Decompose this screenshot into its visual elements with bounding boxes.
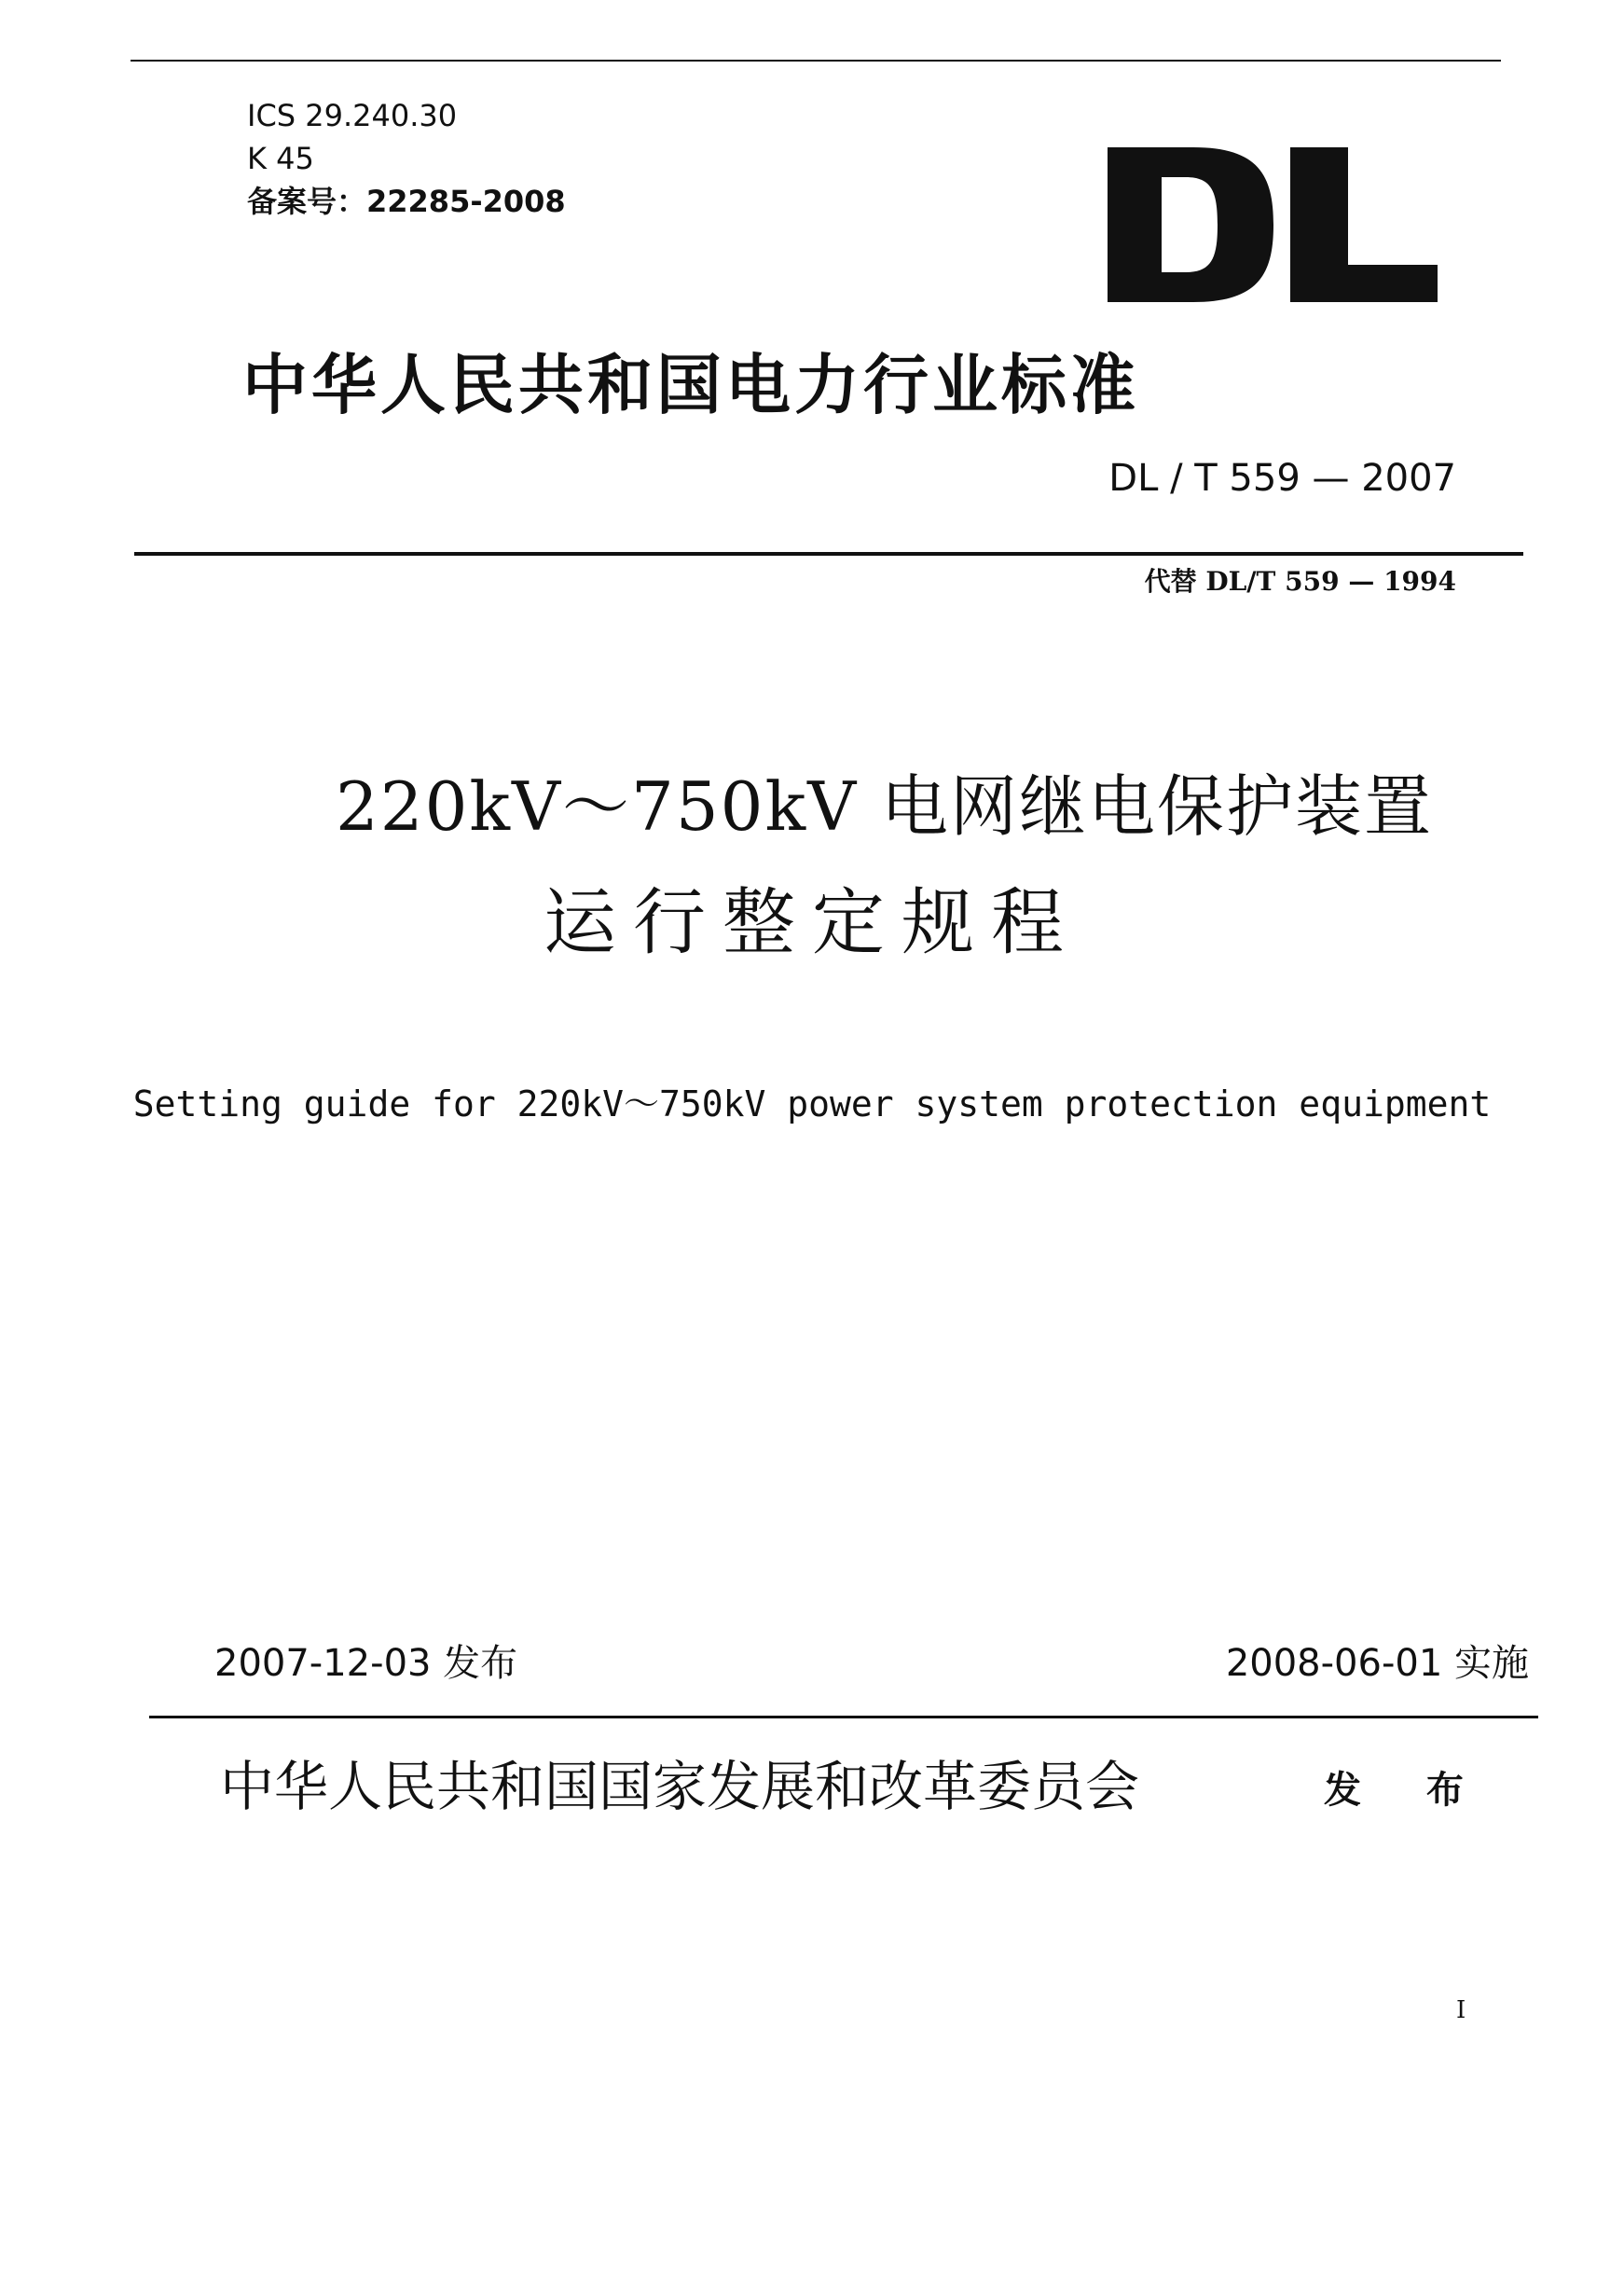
document-title-line2: 运行整定规程 [543, 881, 1080, 965]
document-title-line1: 220kV～750kV 电网继电保护装置 [336, 767, 1433, 846]
dl-logo [1108, 147, 1438, 302]
footer-rule [149, 1716, 1538, 1718]
english-title: Setting guide for 220kV～750kV power system protection equipment [132, 1083, 1492, 1124]
standard-category-title: 中华人民共和国电力行业标准 [242, 347, 1139, 423]
page-number: I [1456, 1996, 1466, 2024]
publisher-name: 中华人民共和国国家发展和改革委员会 [220, 1755, 1140, 1818]
standard-code: DL / T 559 — 2007 [1108, 457, 1456, 500]
ccs-code: K 45 [247, 141, 314, 176]
publish-label: 发 布 [1324, 1768, 1490, 1812]
issue-date: 2007-12-03 发布 [214, 1642, 518, 1685]
record-number: 备案号：22285-2008 [247, 184, 566, 219]
top-rule [131, 60, 1501, 62]
effective-date: 2008-06-01 实施 [1225, 1642, 1529, 1685]
header-rule [134, 552, 1523, 556]
ics-code: ICS 29.240.30 [247, 98, 458, 133]
replaces-standard: 代替 DL/T 559 — 1994 [1144, 566, 1456, 597]
